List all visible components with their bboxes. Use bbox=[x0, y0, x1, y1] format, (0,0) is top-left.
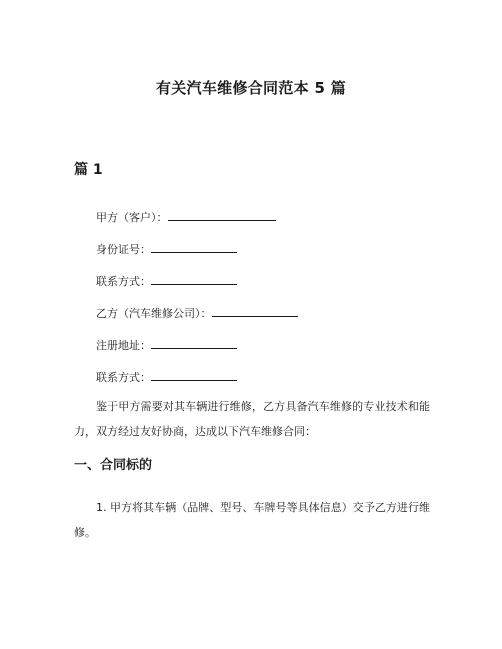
blank-line bbox=[151, 370, 237, 381]
field-party-a bbox=[96, 209, 276, 225]
field-party-b bbox=[96, 305, 298, 321]
blank-line bbox=[151, 338, 237, 349]
field-label: 联系方式： bbox=[96, 371, 151, 384]
field-label: 甲方（客户）： bbox=[96, 211, 168, 224]
intro-paragraph: 鉴于甲方需要对其车辆进行维修，乙方具备汽车维修的专业技术和能力，双方经过友好协商，达成以下汽车维修合同： bbox=[74, 400, 430, 438]
document-title: 有关汽车维修合同范本 5 篇 bbox=[155, 79, 347, 97]
field-registered-address bbox=[96, 337, 237, 353]
field-label: 注册地址： bbox=[96, 339, 151, 352]
blank-line bbox=[151, 242, 237, 253]
field-id-number bbox=[96, 241, 237, 257]
blank-line bbox=[212, 306, 298, 317]
field-contact-b bbox=[96, 369, 237, 385]
blank-line bbox=[168, 210, 276, 221]
blank-line bbox=[151, 274, 237, 285]
field-label: 乙方（汽车维修公司）： bbox=[96, 307, 212, 320]
clause-paragraph: 1. 甲方将其车辆（品牌、型号、车牌号等具体信息）交予乙方进行维修。 bbox=[74, 501, 430, 539]
field-contact-a bbox=[96, 273, 237, 289]
section-title: 篇 1 bbox=[74, 162, 103, 178]
field-label: 身份证号： bbox=[96, 243, 151, 256]
section-heading: 一、合同标的 bbox=[74, 458, 153, 473]
field-label: 联系方式： bbox=[96, 275, 151, 288]
